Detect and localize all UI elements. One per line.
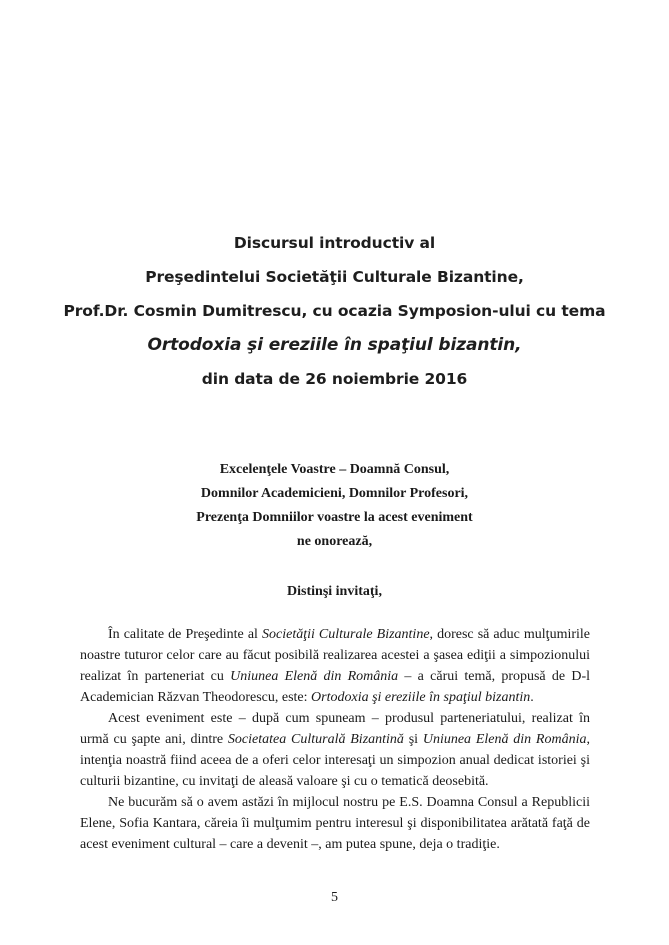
- p2-society-name: Societatea Culturală Bizantină: [227, 732, 404, 747]
- title-line-3: Prof.Dr. Cosmin Dumitrescu, cu ocazia Symposion-ului cu tema: [63, 302, 606, 320]
- sub-salutation: Distinşi invitaţi,: [287, 584, 382, 599]
- p1-union-name: Uniunea Elenă din România: [230, 669, 399, 684]
- paragraph-1: [80, 624, 590, 708]
- p2-text-e: , intenţia noastră fiind aceea de a oferi celor interesaţi un simpozion anual dedicat istoriei şi culturii bizantine, cu invitaţi de aleasă valoare şi cu o tematică deosebită.: [80, 732, 590, 789]
- salutation-line-2: Domnilor Academicieni, Domnilor Profesori,: [200, 486, 469, 501]
- p1-text-e: – a cărui temă, propusă de D-l Academician Răzvan Theodorescu, este:: [80, 669, 591, 705]
- paragraph-2: [80, 708, 590, 792]
- title-symposium-theme: Ortodoxia şi ereziile în spaţiul bizantin,: [147, 335, 522, 355]
- p1-theme: Ortodoxia şi ereziile în spaţiul bizantin: [311, 690, 531, 705]
- title-line-1: Discursul introductiv al: [233, 234, 436, 252]
- p2-text-c: şi: [403, 732, 423, 747]
- title-date: din data de 26 noiembrie 2016: [201, 370, 468, 388]
- salutation-line-1: Excelenţele Voastre – Doamnă Consul,: [219, 462, 450, 477]
- p2-text-a: Acest eveniment este – după cum spuneam – produsul parteneriatului, realizat în urmă cu şapte ani, dintre: [80, 711, 590, 747]
- p1-society-name: Societăţii Culturale Bizantine: [262, 627, 430, 642]
- salutation-block: [0, 458, 669, 554]
- p2-union-name: Uniunea Elenă din România: [422, 732, 587, 747]
- paragraph-3: [80, 792, 590, 855]
- title-line-2: Preşedintelui Societăţii Culturale Bizantine,: [145, 268, 524, 286]
- salutation-line-4: ne onorează,: [296, 534, 373, 549]
- p1-text-c: , doresc să aduc mulţumirile noastre tuturor celor care au făcut posibilă realizarea acestei a şasea ediţii a simpozionului realizat în parteneriat cu: [80, 627, 590, 684]
- speech-title: [0, 226, 669, 396]
- page-number: 5: [331, 890, 338, 905]
- speech-body: [80, 624, 590, 855]
- p1-text-a: În calitate de Preşedinte al: [108, 627, 262, 642]
- salutation-line-3: Prezenţa Domniilor voastre la acest eveniment: [196, 510, 473, 525]
- p3-text: Ne bucurăm să o avem astăzi în mijlocul nostru pe E.S. Doamna Consul a Republicii Elene, Sofia Kantara, căreia îi mulţumim pentru interesul şi disponibilitatea arătată faţă de acest eveniment cultural – care a devenit –, am putea spune, deja o tradiţie.: [80, 795, 590, 852]
- p1-text-g: .: [530, 690, 534, 705]
